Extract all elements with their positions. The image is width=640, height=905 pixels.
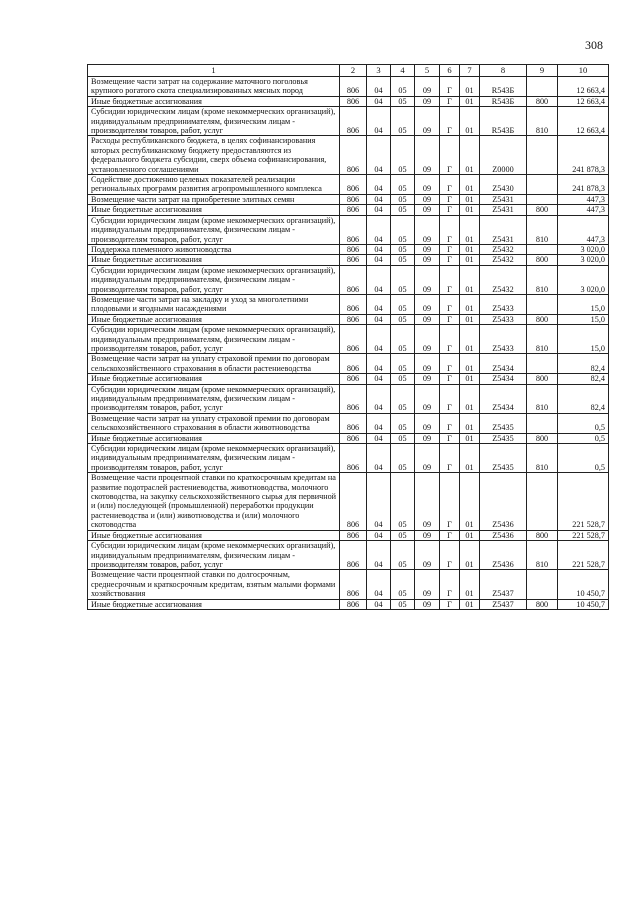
cell-program-code: 09 — [415, 255, 440, 265]
cell-program-code: 09 — [415, 205, 440, 215]
cell-subprogram-code: Г — [440, 413, 460, 433]
cell-target-code: R543Б — [480, 77, 527, 97]
cell-subprogram-code: Г — [440, 433, 460, 443]
cell-subprogram-code: Г — [440, 354, 460, 374]
table-row — [88, 107, 609, 136]
table-header-row — [88, 65, 609, 77]
cell-subprogram-code: Г — [440, 215, 460, 244]
cell-amount: 0,5 — [558, 413, 609, 433]
table-row — [88, 255, 609, 265]
table-row — [88, 194, 609, 204]
row-name: Иные бюджетные ассигнования — [88, 374, 340, 384]
cell-section-code: 04 — [367, 541, 391, 570]
cell-target-code: Z5436 — [480, 541, 527, 570]
cell-event-code: 01 — [460, 444, 480, 473]
column-header: 3 — [367, 65, 391, 77]
cell-subprogram-code: Г — [440, 325, 460, 354]
cell-amount: 241 878,3 — [558, 175, 609, 195]
cell-ministry-code: 806 — [340, 413, 367, 433]
cell-target-code: Z5436 — [480, 530, 527, 540]
cell-section-code: 04 — [367, 96, 391, 106]
column-header: 9 — [527, 65, 558, 77]
cell-program-code: 09 — [415, 244, 440, 254]
cell-section-code: 04 — [367, 314, 391, 324]
cell-program-code: 09 — [415, 96, 440, 106]
table-row — [88, 530, 609, 540]
cell-target-code: Z5434 — [480, 354, 527, 374]
row-name: Субсидии юридическим лицам (кроме некоммерческих организаций), индивидуальным предпринимателям, физическим лицам - производителям товаров, работ, услуг — [88, 541, 340, 570]
cell-event-code: 01 — [460, 374, 480, 384]
cell-target-code: Z5435 — [480, 413, 527, 433]
cell-ministry-code: 806 — [340, 530, 367, 540]
cell-subsection-code: 05 — [391, 96, 415, 106]
cell-ministry-code: 806 — [340, 194, 367, 204]
cell-target-code: Z0000 — [480, 136, 527, 175]
table-row — [88, 175, 609, 195]
row-name: Возмещение части затрат на содержание маточного поголовья крупного рогатого скота специализированных мясных пород — [88, 77, 340, 97]
cell-expense-type-code — [527, 354, 558, 374]
column-header: 8 — [480, 65, 527, 77]
cell-ministry-code: 806 — [340, 244, 367, 254]
cell-program-code: 09 — [415, 473, 440, 530]
cell-target-code: Z5432 — [480, 255, 527, 265]
cell-target-code: Z5437 — [480, 599, 527, 609]
cell-subprogram-code: Г — [440, 194, 460, 204]
table-row — [88, 433, 609, 443]
cell-event-code: 01 — [460, 294, 480, 314]
cell-target-code: Z5432 — [480, 244, 527, 254]
cell-subprogram-code: Г — [440, 96, 460, 106]
cell-subprogram-code: Г — [440, 570, 460, 599]
cell-section-code: 04 — [367, 255, 391, 265]
cell-target-code: Z5433 — [480, 314, 527, 324]
cell-program-code: 09 — [415, 541, 440, 570]
row-name: Возмещение части процентной ставки по краткосрочным кредитам на развитие подотраслей растениеводства, животноводства, молочного скотоводства, на закупку сельскохозяйственного сырья для первичной и (или) последующей (промышленной) переработки продукции растениеводства и (или) животноводства и (или) молочного скотоводства — [88, 473, 340, 530]
cell-section-code: 04 — [367, 444, 391, 473]
column-header: 6 — [440, 65, 460, 77]
cell-subprogram-code: Г — [440, 444, 460, 473]
cell-program-code: 09 — [415, 175, 440, 195]
cell-subprogram-code: Г — [440, 599, 460, 609]
row-name: Иные бюджетные ассигнования — [88, 314, 340, 324]
cell-subsection-code: 05 — [391, 530, 415, 540]
cell-event-code: 01 — [460, 244, 480, 254]
cell-expense-type-code: 800 — [527, 374, 558, 384]
cell-expense-type-code: 810 — [527, 325, 558, 354]
cell-section-code: 04 — [367, 374, 391, 384]
cell-amount: 0,5 — [558, 444, 609, 473]
cell-event-code: 01 — [460, 96, 480, 106]
column-header: 7 — [460, 65, 480, 77]
cell-amount: 221 528,7 — [558, 530, 609, 540]
table-row — [88, 444, 609, 473]
cell-expense-type-code: 800 — [527, 96, 558, 106]
cell-expense-type-code — [527, 136, 558, 175]
row-name: Возмещение части затрат на уплату страховой премии по договорам сельскохозяйственного страхования в области растениеводства — [88, 354, 340, 374]
cell-ministry-code: 806 — [340, 354, 367, 374]
cell-ministry-code: 806 — [340, 444, 367, 473]
cell-subprogram-code: Г — [440, 77, 460, 97]
cell-program-code: 09 — [415, 413, 440, 433]
cell-section-code: 04 — [367, 384, 391, 413]
row-name: Содействие достижению целевых показателей реализации региональных программ развития агропромышленного комплекса — [88, 175, 340, 195]
cell-amount: 15,0 — [558, 314, 609, 324]
cell-subsection-code: 05 — [391, 215, 415, 244]
cell-section-code: 04 — [367, 265, 391, 294]
cell-subprogram-code: Г — [440, 107, 460, 136]
cell-expense-type-code — [527, 244, 558, 254]
cell-program-code: 09 — [415, 530, 440, 540]
cell-amount: 12 663,4 — [558, 107, 609, 136]
cell-section-code: 04 — [367, 354, 391, 374]
row-name: Возмещение части затрат на закладку и уход за многолетними плодовыми и ягодными насаждениями — [88, 294, 340, 314]
cell-ministry-code: 806 — [340, 599, 367, 609]
cell-ministry-code: 806 — [340, 255, 367, 265]
cell-event-code: 01 — [460, 194, 480, 204]
cell-program-code: 09 — [415, 294, 440, 314]
table-row — [88, 244, 609, 254]
row-name: Иные бюджетные ассигнования — [88, 599, 340, 609]
cell-section-code: 04 — [367, 599, 391, 609]
cell-program-code: 09 — [415, 354, 440, 374]
table-row — [88, 374, 609, 384]
cell-event-code: 01 — [460, 541, 480, 570]
cell-subprogram-code: Г — [440, 314, 460, 324]
cell-expense-type-code: 800 — [527, 205, 558, 215]
cell-expense-type-code — [527, 294, 558, 314]
cell-amount: 447,3 — [558, 205, 609, 215]
table-row — [88, 136, 609, 175]
cell-target-code: Z5431 — [480, 215, 527, 244]
cell-target-code: Z5433 — [480, 294, 527, 314]
cell-section-code: 04 — [367, 107, 391, 136]
row-name: Возмещение части процентной ставки по долгосрочным, среднесрочным и краткосрочным кредитам, взятым малыми формами хозяйствования — [88, 570, 340, 599]
cell-ministry-code: 806 — [340, 384, 367, 413]
cell-amount: 3 020,0 — [558, 244, 609, 254]
cell-target-code: R543Б — [480, 96, 527, 106]
cell-event-code: 01 — [460, 136, 480, 175]
cell-amount: 82,4 — [558, 354, 609, 374]
cell-program-code: 09 — [415, 433, 440, 443]
cell-event-code: 01 — [460, 265, 480, 294]
cell-section-code: 04 — [367, 413, 391, 433]
cell-expense-type-code: 810 — [527, 384, 558, 413]
row-name: Субсидии юридическим лицам (кроме некоммерческих организаций), индивидуальным предпринимателям, физическим лицам - производителям товаров, работ, услуг — [88, 384, 340, 413]
table-row — [88, 205, 609, 215]
cell-ministry-code: 806 — [340, 107, 367, 136]
cell-target-code: Z5435 — [480, 433, 527, 443]
table-row — [88, 599, 609, 609]
cell-amount: 10 450,7 — [558, 599, 609, 609]
cell-target-code: Z5437 — [480, 570, 527, 599]
cell-amount: 447,3 — [558, 215, 609, 244]
cell-amount: 221 528,7 — [558, 541, 609, 570]
cell-program-code: 09 — [415, 374, 440, 384]
cell-ministry-code: 806 — [340, 433, 367, 443]
row-name: Расходы республиканского бюджета, в целях софинансирования которых республиканскому бюджету предоставляются из федерального бюджета субсидии, сверх объема софинансирования, установленного соглашениями — [88, 136, 340, 175]
cell-event-code: 01 — [460, 205, 480, 215]
cell-subsection-code: 05 — [391, 413, 415, 433]
row-name: Иные бюджетные ассигнования — [88, 255, 340, 265]
cell-event-code: 01 — [460, 175, 480, 195]
column-header: 1 — [88, 65, 340, 77]
cell-subsection-code: 05 — [391, 194, 415, 204]
table-row — [88, 215, 609, 244]
cell-event-code: 01 — [460, 314, 480, 324]
cell-section-code: 04 — [367, 136, 391, 175]
cell-expense-type-code — [527, 413, 558, 433]
cell-program-code: 09 — [415, 570, 440, 599]
cell-ministry-code: 806 — [340, 473, 367, 530]
cell-subprogram-code: Г — [440, 244, 460, 254]
cell-amount: 3 020,0 — [558, 265, 609, 294]
cell-ministry-code: 806 — [340, 325, 367, 354]
cell-amount: 12 663,4 — [558, 96, 609, 106]
cell-program-code: 09 — [415, 325, 440, 354]
cell-expense-type-code — [527, 473, 558, 530]
row-name: Субсидии юридическим лицам (кроме некоммерческих организаций), индивидуальным предпринимателям, физическим лицам - производителям товаров, работ, услуг — [88, 215, 340, 244]
cell-ministry-code: 806 — [340, 96, 367, 106]
cell-ministry-code: 806 — [340, 265, 367, 294]
cell-target-code: Z5434 — [480, 374, 527, 384]
column-header: 2 — [340, 65, 367, 77]
budget-table — [87, 64, 609, 610]
cell-amount: 15,0 — [558, 325, 609, 354]
row-name: Возмещение части затрат на приобретение элитных семян — [88, 194, 340, 204]
cell-event-code: 01 — [460, 599, 480, 609]
cell-section-code: 04 — [367, 294, 391, 314]
row-name: Возмещение части затрат на уплату страховой премии по договорам сельскохозяйственного страхования в области животноводства — [88, 413, 340, 433]
cell-expense-type-code: 800 — [527, 255, 558, 265]
cell-subsection-code: 05 — [391, 255, 415, 265]
cell-ministry-code: 806 — [340, 175, 367, 195]
cell-target-code: Z5431 — [480, 205, 527, 215]
cell-target-code: Z5436 — [480, 473, 527, 530]
cell-event-code: 01 — [460, 215, 480, 244]
cell-subsection-code: 05 — [391, 77, 415, 97]
cell-subprogram-code: Г — [440, 175, 460, 195]
row-name: Поддержка племенного животноводства — [88, 244, 340, 254]
cell-subsection-code: 05 — [391, 473, 415, 530]
cell-subprogram-code: Г — [440, 374, 460, 384]
cell-ministry-code: 806 — [340, 294, 367, 314]
cell-expense-type-code — [527, 175, 558, 195]
cell-expense-type-code — [527, 194, 558, 204]
cell-expense-type-code: 810 — [527, 541, 558, 570]
cell-target-code: R543Б — [480, 107, 527, 136]
row-name: Субсидии юридическим лицам (кроме некоммерческих организаций), индивидуальным предпринимателям, физическим лицам - производителям товаров, работ, услуг — [88, 265, 340, 294]
cell-event-code: 01 — [460, 384, 480, 413]
cell-ministry-code: 806 — [340, 541, 367, 570]
row-name: Иные бюджетные ассигнования — [88, 96, 340, 106]
cell-subsection-code: 05 — [391, 107, 415, 136]
cell-section-code: 04 — [367, 77, 391, 97]
cell-section-code: 04 — [367, 473, 391, 530]
cell-amount: 447,3 — [558, 194, 609, 204]
page-number: 308 — [585, 38, 603, 52]
cell-amount: 3 020,0 — [558, 255, 609, 265]
cell-subsection-code: 05 — [391, 354, 415, 374]
cell-event-code: 01 — [460, 570, 480, 599]
cell-subsection-code: 05 — [391, 175, 415, 195]
cell-program-code: 09 — [415, 194, 440, 204]
cell-target-code: Z5431 — [480, 194, 527, 204]
cell-expense-type-code: 800 — [527, 530, 558, 540]
cell-amount: 15,0 — [558, 294, 609, 314]
cell-section-code: 04 — [367, 325, 391, 354]
row-name: Субсидии юридическим лицам (кроме некоммерческих организаций), индивидуальным предпринимателям, физическим лицам - производителям товаров, работ, услуг — [88, 325, 340, 354]
cell-ministry-code: 806 — [340, 374, 367, 384]
table-row — [88, 314, 609, 324]
cell-program-code: 09 — [415, 215, 440, 244]
row-name: Иные бюджетные ассигнования — [88, 433, 340, 443]
cell-expense-type-code: 810 — [527, 107, 558, 136]
cell-subsection-code: 05 — [391, 265, 415, 294]
cell-section-code: 04 — [367, 175, 391, 195]
cell-program-code: 09 — [415, 265, 440, 294]
cell-expense-type-code: 810 — [527, 215, 558, 244]
cell-section-code: 04 — [367, 530, 391, 540]
table-row — [88, 265, 609, 294]
cell-expense-type-code: 810 — [527, 265, 558, 294]
cell-section-code: 04 — [367, 215, 391, 244]
cell-target-code: Z5432 — [480, 265, 527, 294]
cell-subprogram-code: Г — [440, 294, 460, 314]
cell-event-code: 01 — [460, 433, 480, 443]
cell-subsection-code: 05 — [391, 444, 415, 473]
cell-event-code: 01 — [460, 77, 480, 97]
cell-section-code: 04 — [367, 194, 391, 204]
cell-event-code: 01 — [460, 354, 480, 374]
cell-target-code: Z5430 — [480, 175, 527, 195]
cell-amount: 10 450,7 — [558, 570, 609, 599]
table-row — [88, 294, 609, 314]
table-body — [88, 77, 609, 610]
cell-ministry-code: 806 — [340, 570, 367, 599]
cell-ministry-code: 806 — [340, 314, 367, 324]
cell-program-code: 09 — [415, 314, 440, 324]
cell-event-code: 01 — [460, 325, 480, 354]
cell-program-code: 09 — [415, 444, 440, 473]
column-header: 4 — [391, 65, 415, 77]
cell-program-code: 09 — [415, 136, 440, 175]
cell-amount: 0,5 — [558, 433, 609, 443]
cell-subprogram-code: Г — [440, 265, 460, 294]
column-header: 10 — [558, 65, 609, 77]
cell-program-code: 09 — [415, 599, 440, 609]
cell-subprogram-code: Г — [440, 473, 460, 530]
cell-target-code: Z5433 — [480, 325, 527, 354]
cell-amount: 12 663,4 — [558, 77, 609, 97]
cell-expense-type-code: 800 — [527, 599, 558, 609]
cell-section-code: 04 — [367, 433, 391, 443]
table-row — [88, 96, 609, 106]
table-row — [88, 384, 609, 413]
table-row — [88, 473, 609, 530]
cell-subsection-code: 05 — [391, 314, 415, 324]
cell-subprogram-code: Г — [440, 384, 460, 413]
cell-target-code: Z5435 — [480, 444, 527, 473]
table-row — [88, 541, 609, 570]
cell-expense-type-code — [527, 570, 558, 599]
column-header: 5 — [415, 65, 440, 77]
row-name: Иные бюджетные ассигнования — [88, 205, 340, 215]
cell-ministry-code: 806 — [340, 77, 367, 97]
table-row — [88, 325, 609, 354]
cell-expense-type-code: 800 — [527, 314, 558, 324]
table-row — [88, 354, 609, 374]
cell-expense-type-code: 800 — [527, 433, 558, 443]
table-row — [88, 413, 609, 433]
cell-subprogram-code: Г — [440, 255, 460, 265]
table-row — [88, 570, 609, 599]
cell-amount: 221 528,7 — [558, 473, 609, 530]
cell-expense-type-code: 810 — [527, 444, 558, 473]
cell-subsection-code: 05 — [391, 433, 415, 443]
cell-subsection-code: 05 — [391, 325, 415, 354]
cell-subsection-code: 05 — [391, 136, 415, 175]
cell-subsection-code: 05 — [391, 294, 415, 314]
cell-subsection-code: 05 — [391, 570, 415, 599]
cell-expense-type-code — [527, 77, 558, 97]
row-name: Субсидии юридическим лицам (кроме некоммерческих организаций), индивидуальным предпринимателям, физическим лицам - производителям товаров, работ, услуг — [88, 444, 340, 473]
cell-subsection-code: 05 — [391, 384, 415, 413]
cell-program-code: 09 — [415, 384, 440, 413]
cell-ministry-code: 806 — [340, 215, 367, 244]
cell-subsection-code: 05 — [391, 205, 415, 215]
cell-ministry-code: 806 — [340, 136, 367, 175]
cell-amount: 82,4 — [558, 374, 609, 384]
row-name: Субсидии юридическим лицам (кроме некоммерческих организаций), индивидуальным предпринимателям, физическим лицам - производителям товаров, работ, услуг — [88, 107, 340, 136]
cell-event-code: 01 — [460, 107, 480, 136]
cell-subprogram-code: Г — [440, 205, 460, 215]
table-row — [88, 77, 609, 97]
cell-subsection-code: 05 — [391, 374, 415, 384]
cell-event-code: 01 — [460, 530, 480, 540]
cell-subsection-code: 05 — [391, 244, 415, 254]
cell-subprogram-code: Г — [440, 530, 460, 540]
cell-section-code: 04 — [367, 570, 391, 599]
cell-ministry-code: 806 — [340, 205, 367, 215]
cell-subprogram-code: Г — [440, 541, 460, 570]
cell-event-code: 01 — [460, 255, 480, 265]
row-name: Иные бюджетные ассигнования — [88, 530, 340, 540]
cell-section-code: 04 — [367, 205, 391, 215]
cell-program-code: 09 — [415, 107, 440, 136]
cell-target-code: Z5434 — [480, 384, 527, 413]
cell-section-code: 04 — [367, 244, 391, 254]
cell-event-code: 01 — [460, 413, 480, 433]
cell-event-code: 01 — [460, 473, 480, 530]
cell-subsection-code: 05 — [391, 541, 415, 570]
cell-amount: 241 878,3 — [558, 136, 609, 175]
cell-program-code: 09 — [415, 77, 440, 97]
cell-subprogram-code: Г — [440, 136, 460, 175]
cell-amount: 82,4 — [558, 384, 609, 413]
cell-subsection-code: 05 — [391, 599, 415, 609]
